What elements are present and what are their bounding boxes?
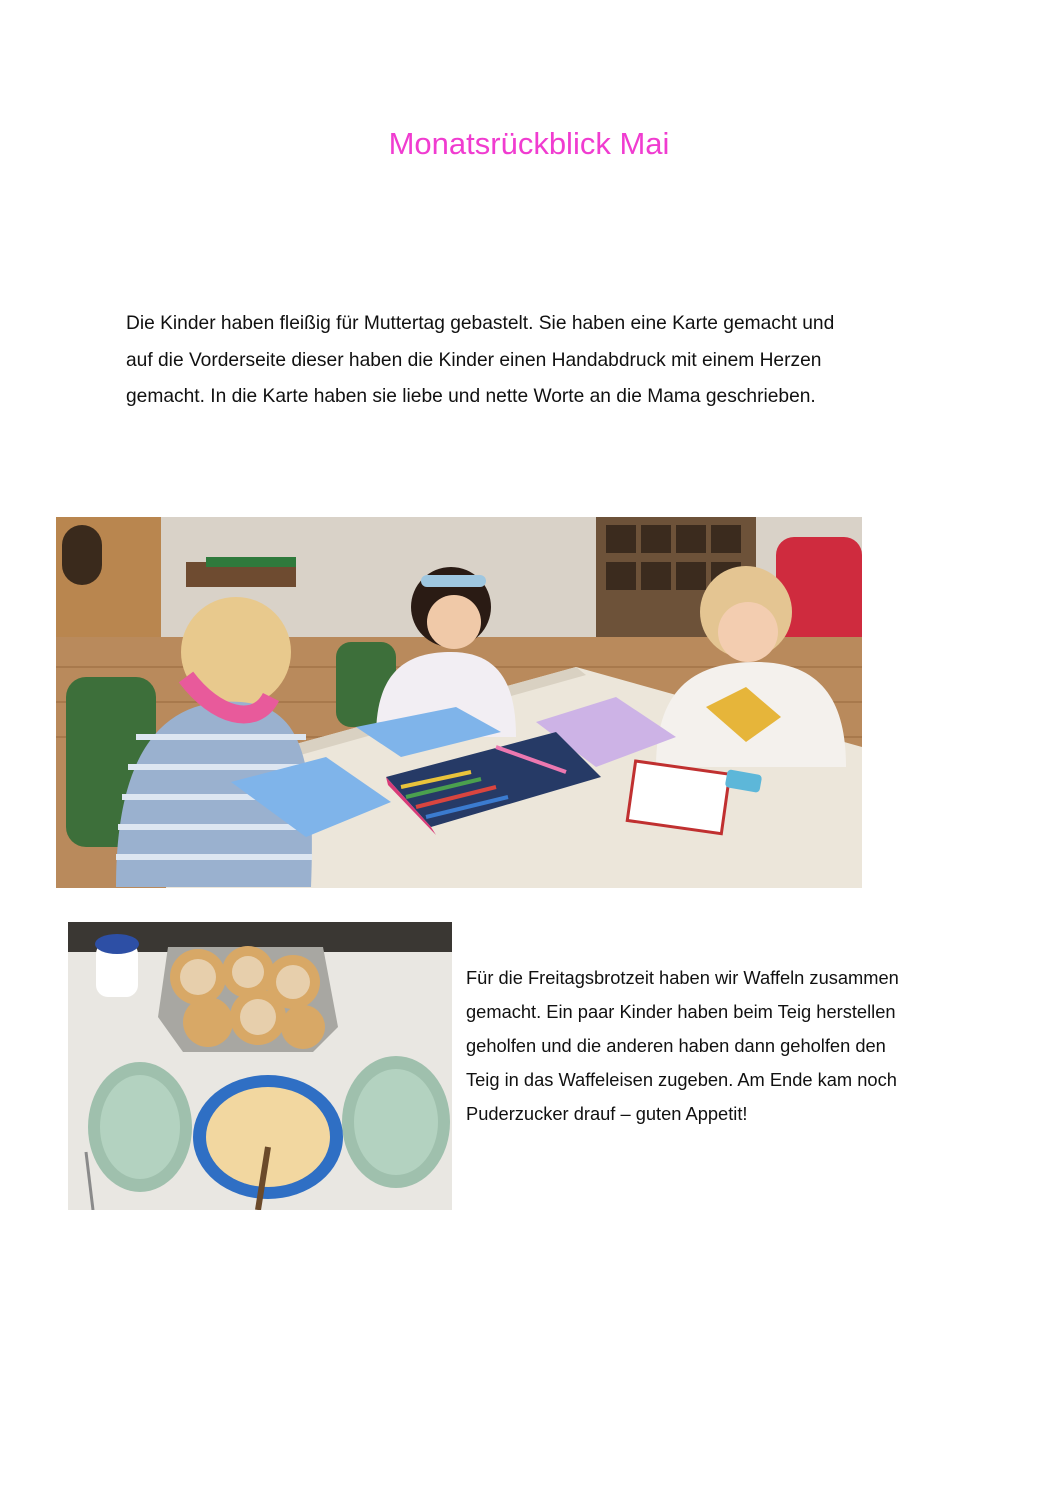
waffle-line: Teig in das Waffeleisen zugeben. Am Ende kam noch	[466, 1069, 897, 1090]
intro-line: Die Kinder haben fleißig für Muttertag gebastelt. Sie haben eine Karte gemacht und	[126, 313, 835, 334]
mothers-day-crafting-photo	[56, 517, 862, 888]
intro-line: auf die Vorderseite dieser haben die Kinder einen Handabdruck mit einem Herzen	[126, 349, 822, 371]
page-title: Monatsrückblick Mai	[388, 126, 670, 161]
waffle-line: Für die Freitagsbrotzeit haben wir Waffeln zusammen	[466, 967, 899, 988]
waffle-paragraph	[466, 961, 966, 1131]
waffle-baking-photo	[68, 922, 452, 1210]
waffle-line: gemacht. Ein paar Kinder haben beim Teig herstellen	[466, 1001, 896, 1022]
waffle-line: Puderzucker drauf – guten Appetit!	[466, 1103, 748, 1124]
intro-paragraph	[126, 306, 946, 416]
intro-line: gemacht. In die Karte haben sie liebe und nette Worte an die Mama geschrieben.	[126, 386, 816, 407]
waffle-line: geholfen und die anderen haben dann geholfen den	[466, 1035, 886, 1056]
